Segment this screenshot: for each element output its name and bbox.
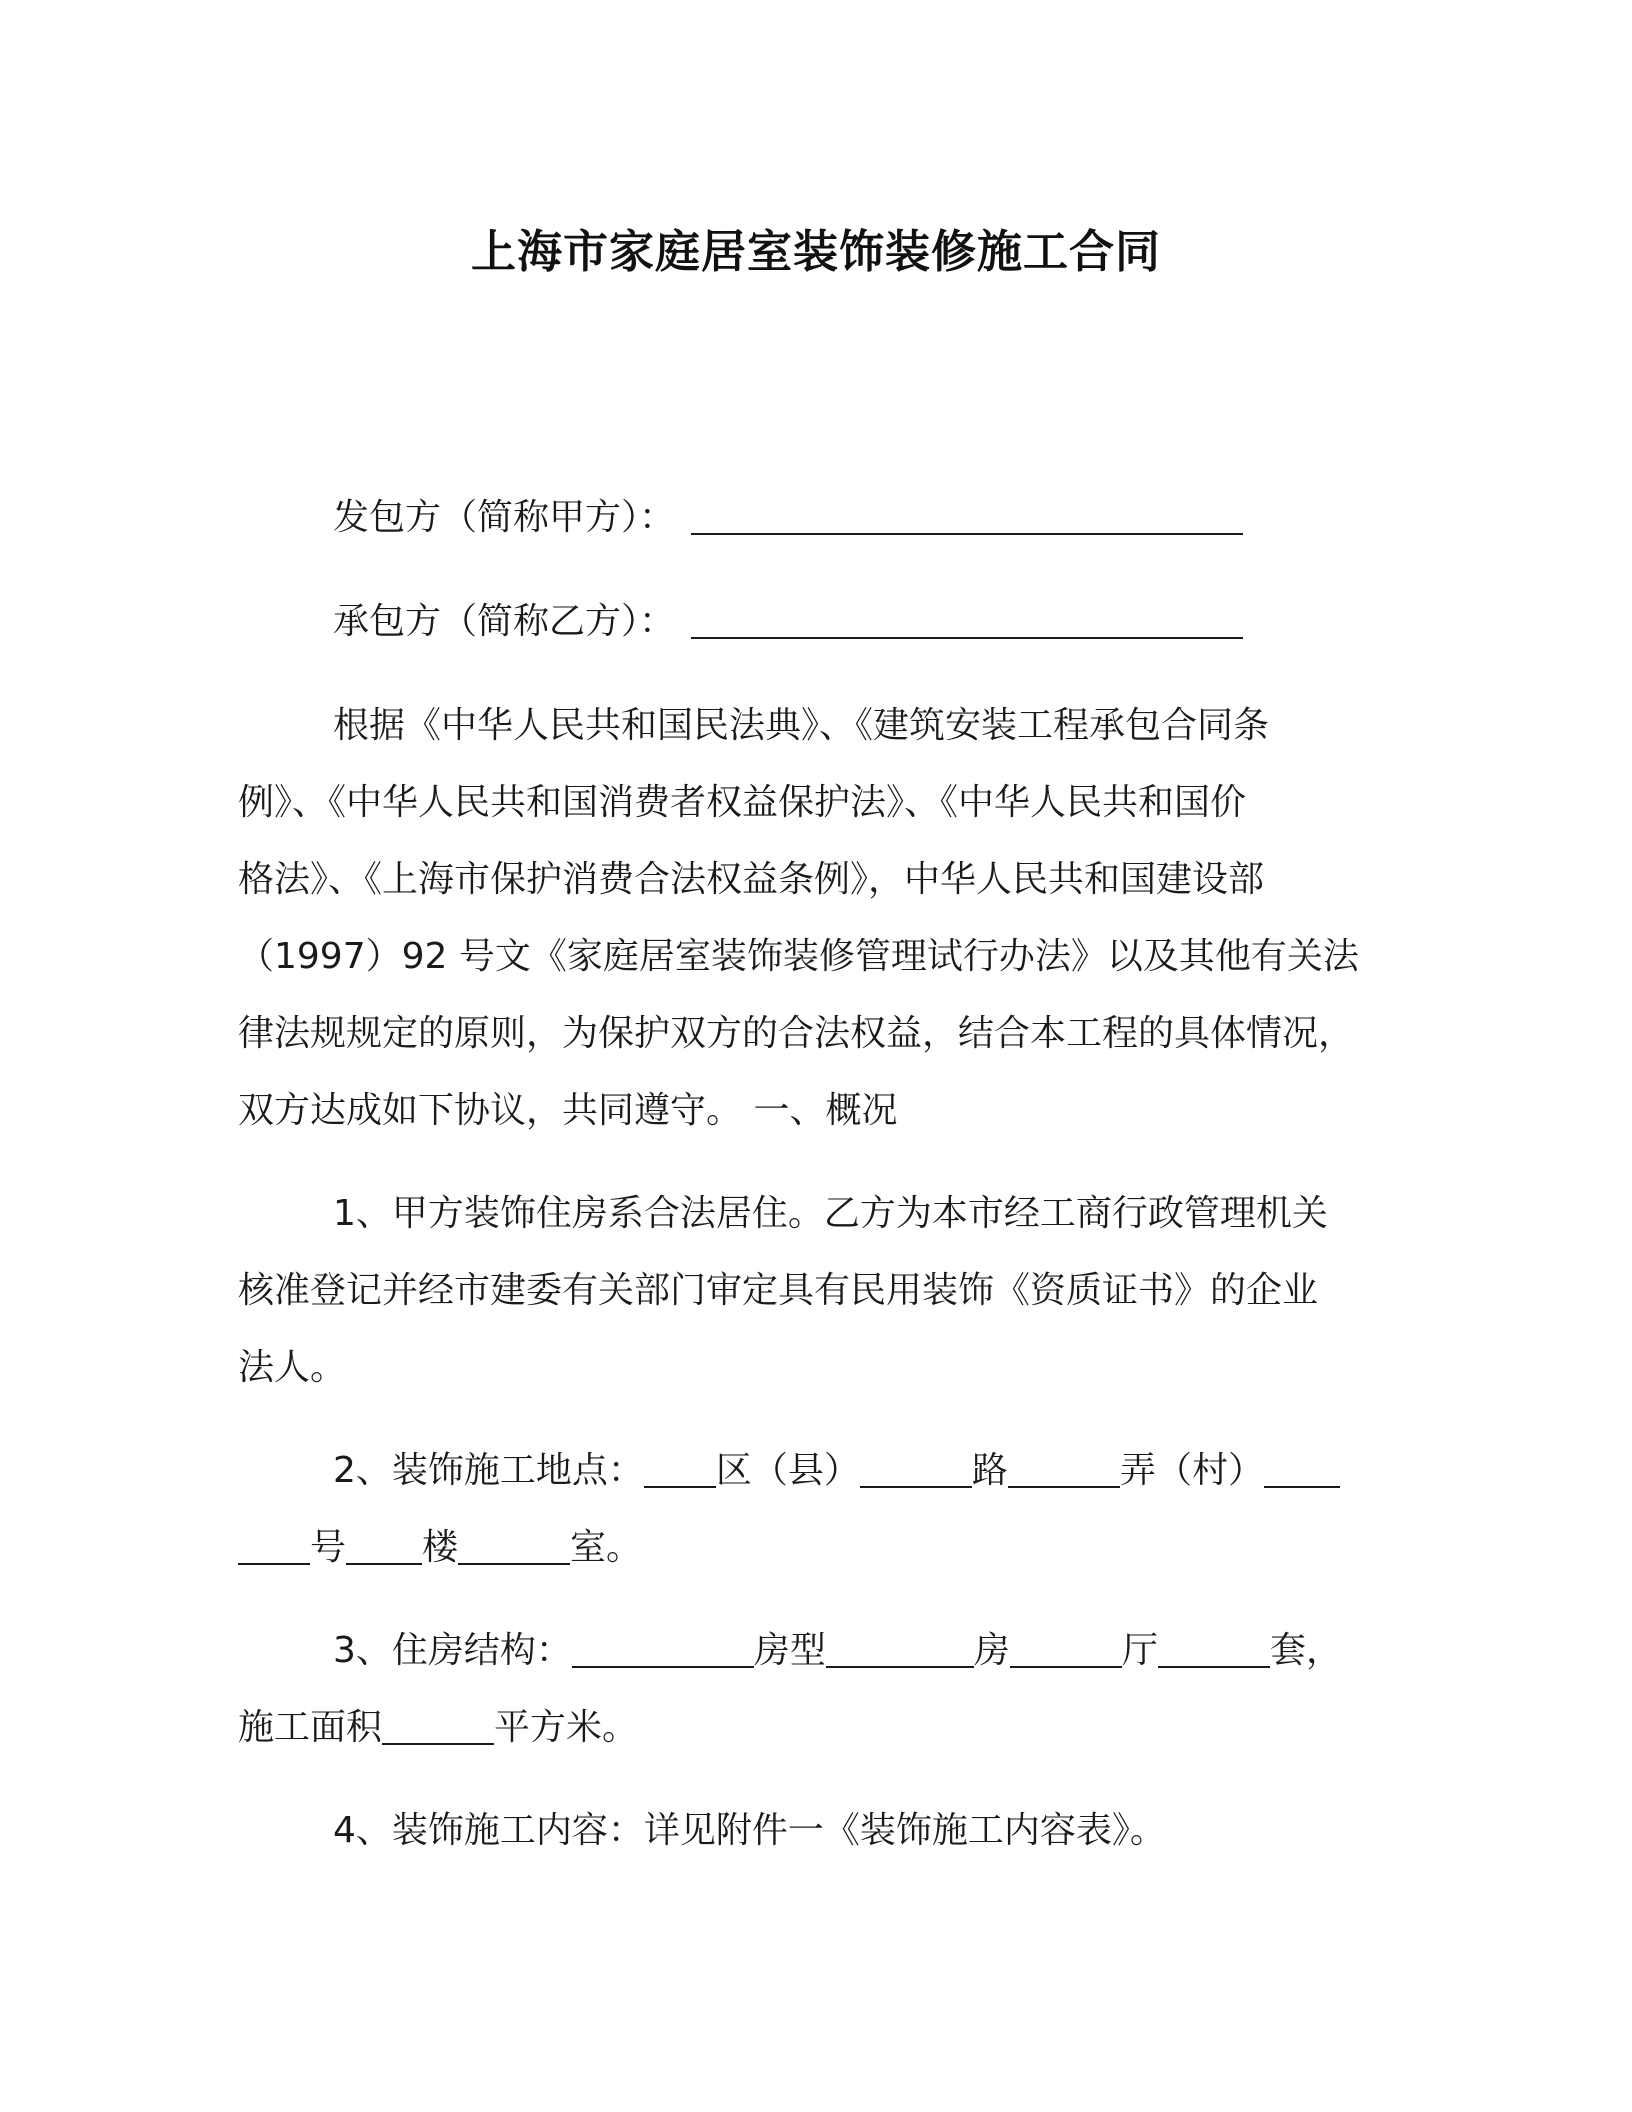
clause-1-line: 核准登记并经市建委有关部门审定具有民用装饰《资质证书》的企业 (238, 1270, 1319, 1311)
preamble-line: 根据《中华人民共和国民法典》、《建筑安装工程承包合同条 (333, 705, 1270, 746)
room-label: 室。 (570, 1527, 643, 1568)
clause-1-line: 法人。 (238, 1347, 347, 1388)
area-blank[interactable] (382, 1707, 494, 1745)
area-unit: 平方米。 (494, 1707, 639, 1748)
district-blank[interactable] (644, 1450, 716, 1488)
party-a-blank[interactable] (691, 497, 1243, 535)
document-title: 上海市家庭居室装饰装修施工合同 (470, 225, 1161, 278)
halls-blank[interactable] (1158, 1630, 1270, 1668)
lane-label: 弄（村） (1119, 1450, 1264, 1491)
preamble-line: 例》、《中华人民共和国消费者权益保护法》、《中华人民共和国价 (238, 782, 1247, 823)
type-label: 房型 (753, 1630, 826, 1671)
rooms-blank[interactable] (1010, 1630, 1122, 1668)
party-b-blank[interactable] (691, 601, 1243, 639)
road-blank[interactable] (860, 1450, 972, 1488)
clause-4-line: 4、装饰施工内容：详见附件一《装饰施工内容表》。 (333, 1810, 1166, 1851)
preamble-line: 律法规规定的原则，为保护双方的合法权益，结合本工程的具体情况， (238, 1013, 1355, 1054)
clause-3-line (333, 1627, 1342, 1675)
preamble-line: （1997）92 号文《家庭居室装饰装修管理试行办法》以及其他有关法 (238, 936, 1359, 977)
rooms-label: 房 (973, 1630, 1010, 1671)
number-blank[interactable] (238, 1527, 310, 1565)
clause-3-line (238, 1704, 638, 1752)
lane-blank[interactable] (1008, 1450, 1120, 1488)
clause-2-line (238, 1524, 642, 1572)
party-b-label: 承包方（简称乙方）： (333, 601, 676, 642)
type-blank[interactable] (826, 1630, 974, 1668)
clause-3-prefix: 3、住房结构： (333, 1630, 572, 1671)
clause-1-line: 1、甲方装饰住房系合法居住。乙方为本市经工商行政管理机关 (333, 1193, 1328, 1234)
number-label: 号 (310, 1527, 347, 1568)
party-a-line (333, 494, 1243, 542)
room-blank[interactable] (458, 1527, 570, 1565)
road-label: 路 (971, 1450, 1008, 1491)
preamble-line: 双方达成如下协议，共同遵守。 一、概况 (238, 1090, 898, 1131)
clause-2-prefix: 2、装饰施工地点： (333, 1450, 644, 1491)
party-b-line (333, 598, 1243, 646)
building-label: 楼 (422, 1527, 459, 1568)
village-blank[interactable] (1264, 1450, 1340, 1488)
halls-label: 厅 (1121, 1630, 1158, 1671)
district-label: 区（县） (715, 1450, 860, 1491)
clause-2-line (333, 1447, 1340, 1495)
structure-blank[interactable] (572, 1630, 754, 1668)
sets-label: 套， (1269, 1630, 1342, 1671)
area-prefix: 施工面积 (238, 1707, 383, 1748)
party-a-label: 发包方（简称甲方）： (333, 497, 676, 538)
preamble-line: 格法》、《上海市保护消费合法权益条例》，中华人民共和国建设部 (238, 859, 1265, 900)
building-blank[interactable] (346, 1527, 422, 1565)
